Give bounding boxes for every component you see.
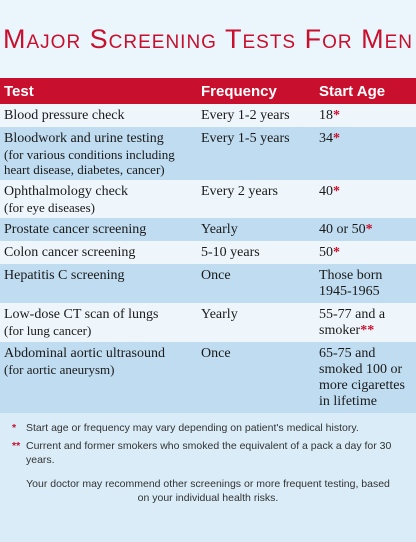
header-frequency: Frequency xyxy=(197,78,315,104)
start-age-value: 65-75 and smoked 100 or more cigarettes in lifetime xyxy=(319,346,405,409)
table-row xyxy=(0,264,416,303)
header-start-age: Start Age xyxy=(315,78,416,104)
cell-start-age xyxy=(315,180,416,218)
test-note: (for aortic aneurysm) xyxy=(4,362,115,377)
start-age-value: 50 xyxy=(319,245,333,260)
cell-frequency: Yearly xyxy=(197,303,315,342)
footnote xyxy=(12,421,404,435)
footnote-mark: ** xyxy=(12,440,21,452)
test-name: Abdominal aortic ultrasound xyxy=(4,346,165,361)
cell-start-age xyxy=(315,127,416,180)
cell-frequency: Once xyxy=(197,264,315,303)
cell-test xyxy=(0,218,197,241)
footnote-mark: ** xyxy=(360,323,375,338)
cell-frequency: Every 2 years xyxy=(197,180,315,218)
cell-start-age xyxy=(315,264,416,303)
start-age-value: 40 or 50 xyxy=(319,222,366,237)
test-name: Bloodwork and urine testing xyxy=(4,131,164,146)
test-name: Prostate cancer screening xyxy=(4,222,147,237)
footnote-mark: * xyxy=(333,108,340,123)
cell-start-age xyxy=(315,241,416,264)
start-age-value: 34 xyxy=(319,131,333,146)
footnote-text: Current and former smokers who smoked the equivalent of a pack a day for 30 years. xyxy=(26,440,392,466)
test-name: Colon cancer screening xyxy=(4,245,136,260)
footnotes xyxy=(0,413,416,467)
cell-frequency: Yearly xyxy=(197,218,315,241)
table-row xyxy=(0,303,416,342)
test-name: Blood pressure check xyxy=(4,108,125,123)
table-body xyxy=(0,104,416,413)
table-row xyxy=(0,127,416,180)
page-title: Major Screening Tests For Men xyxy=(3,23,413,54)
footnote-mark: * xyxy=(12,422,17,434)
screening-table xyxy=(0,78,416,413)
cell-test xyxy=(0,342,197,413)
cell-frequency: 5-10 years xyxy=(197,241,315,264)
test-name: Hepatitis C screening xyxy=(4,268,125,283)
cell-frequency: Every 1-5 years xyxy=(197,127,315,180)
cell-test xyxy=(0,104,197,127)
table-row xyxy=(0,218,416,241)
table-row xyxy=(0,342,416,413)
footnote-mark: * xyxy=(333,131,340,146)
table-row xyxy=(0,180,416,218)
footnote-text: Start age or frequency may vary depending on patient's medical history. xyxy=(26,422,359,434)
cell-test xyxy=(0,180,197,218)
cell-test xyxy=(0,127,197,180)
start-age-value: Those born 1945-1965 xyxy=(319,268,383,299)
test-note: (for various conditions including heart disease, diabetes, cancer) xyxy=(4,147,175,177)
footnote xyxy=(12,439,404,467)
cell-start-age xyxy=(315,104,416,127)
start-age-value: 40 xyxy=(319,184,333,199)
test-note: (for lung cancer) xyxy=(4,323,92,338)
table-row xyxy=(0,241,416,264)
cell-test xyxy=(0,303,197,342)
footnote-mark: * xyxy=(333,184,340,199)
footnote-mark: * xyxy=(333,245,340,260)
cell-start-age xyxy=(315,342,416,413)
start-age-value: 55-77 and a smoker xyxy=(319,307,386,338)
start-age-value: 18 xyxy=(319,108,333,123)
table-row xyxy=(0,104,416,127)
cell-start-age xyxy=(315,218,416,241)
cell-start-age xyxy=(315,303,416,342)
title-bar xyxy=(0,0,416,78)
cell-frequency: Once xyxy=(197,342,315,413)
table-header-row xyxy=(0,78,416,104)
test-name: Low-dose CT scan of lungs xyxy=(4,307,159,322)
header-test: Test xyxy=(0,78,197,104)
test-name: Ophthalmology check xyxy=(4,184,129,199)
cell-frequency: Every 1-2 years xyxy=(197,104,315,127)
cell-test xyxy=(0,264,197,303)
test-note: (for eye diseases) xyxy=(4,200,95,215)
cell-test xyxy=(0,241,197,264)
closing-note: Your doctor may recommend other screenings or more frequent testing, based on your individual health risks. xyxy=(26,478,390,504)
footnote-mark: * xyxy=(365,222,373,237)
